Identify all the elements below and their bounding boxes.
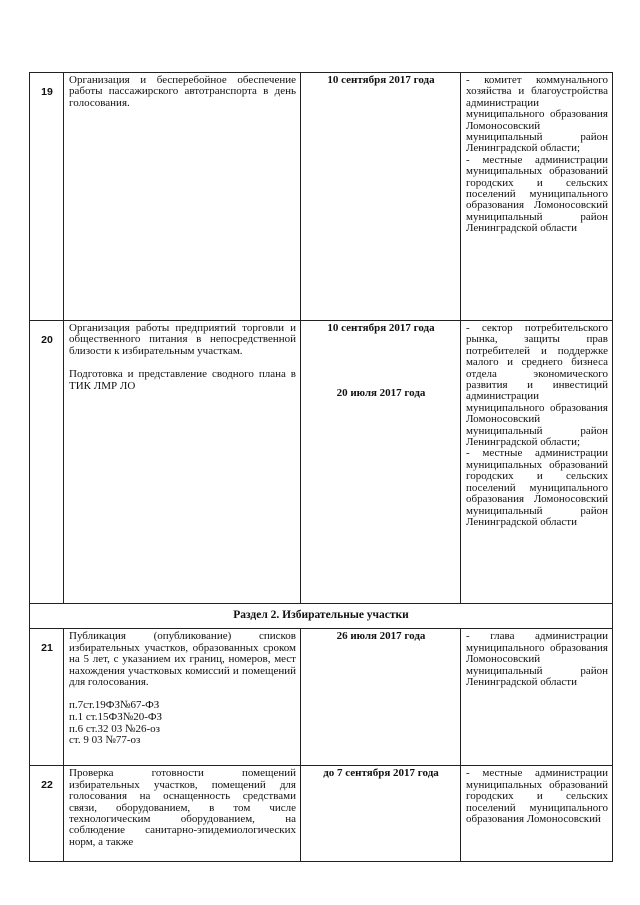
section-header-row — [30, 604, 613, 629]
responsible-text: - комитет коммунального хозяйства и благоустройства администрации муниципального образования Ломоносовский муниципальный район Ленинградской области; — [466, 74, 608, 155]
law-reference: п.1 ст.15ФЗ№20-ФЗ — [69, 711, 163, 724]
responsible-cell — [461, 766, 613, 862]
law-reference: п.6 ст.32 03 №26-оз — [69, 722, 161, 735]
action-text: Публикация (опубликование) списков избирательных участков, образованных сроком на 5 лет, с указанием их границ, номеров, мест нахождения участковых комиссий и помещений для голосования. — [69, 630, 296, 689]
action-cell — [64, 321, 301, 604]
action-cell — [64, 73, 301, 321]
law-reference: ст. 9 03 №77-оз — [69, 734, 141, 747]
row-number: 19 — [30, 73, 64, 321]
table-row — [30, 321, 613, 604]
row-number: 22 — [30, 766, 64, 862]
deadline-text: 20 июля 2017 года — [336, 387, 426, 400]
table-row — [30, 766, 613, 862]
document-page — [29, 72, 612, 862]
date-cell — [301, 766, 461, 862]
responsible-text: - сектор потребительского рынка, защиты прав потребителей и поддержке малого и среднего бизнеса отдела экономического развития и инвестиций администрации муниципального образования Ломоносовский муниципальный район Ленинградской области; — [466, 322, 608, 449]
deadline-text: 10 сентября 2017 года — [327, 74, 435, 86]
date-cell — [301, 321, 461, 604]
row-number: 21 — [30, 629, 64, 766]
responsible-text: - местные администрации муниципальных образований городских и сельских поселений муниципального образования Ломоносовский — [466, 767, 608, 826]
table-row — [30, 629, 613, 766]
responsible-text: - местные администрации муниципальных образований городских и сельских поселений муниципального образования Ломоносовский муниципальный район Ленинградской области — [466, 447, 608, 528]
responsible-cell — [461, 321, 613, 604]
action-text: Подготовка и представление сводного плана в ТИК ЛМР ЛО — [69, 368, 296, 392]
action-text: Проверка готовности помещений избирательных участков, помещений для голосования на оснащенность средствами связи, оборудованием, в том числе технологическим оборудованием, на соблюдение санитарно-эпидемиологических норм, а также — [69, 767, 296, 848]
action-text: Организация работы предприятий торговли и общественного питания в непосредственной близости к избирательным участкам. — [69, 322, 296, 357]
row-number: 20 — [30, 321, 64, 604]
deadline-text: 26 июля 2017 года — [336, 630, 426, 643]
responsible-text: - местные администрации муниципальных образований городских и сельских поселений муниципального образования Ломоносовский муниципальный район Ленинградской области — [466, 153, 608, 235]
responsible-cell — [461, 629, 613, 766]
action-cell — [64, 629, 301, 766]
date-cell — [301, 629, 461, 766]
plan-table — [29, 72, 613, 862]
action-text: Организация и бесперебойное обеспечение работы пассажирского автотранспорта в день голосования. — [69, 74, 296, 109]
section-title: Раздел 2. Избирательные участки — [30, 604, 613, 629]
table-row — [30, 73, 613, 321]
action-cell — [64, 766, 301, 862]
responsible-cell — [461, 73, 613, 321]
deadline-text: 10 сентября 2017 года — [327, 322, 435, 334]
responsible-text: - глава администрации муниципального образования Ломоносовский муниципальный район Ленинградской области — [466, 630, 608, 689]
date-cell — [301, 73, 461, 321]
deadline-text: до 7 сентября 2017 года — [323, 767, 439, 780]
law-reference: п.7ст.19ФЗ№67-ФЗ — [69, 699, 160, 712]
